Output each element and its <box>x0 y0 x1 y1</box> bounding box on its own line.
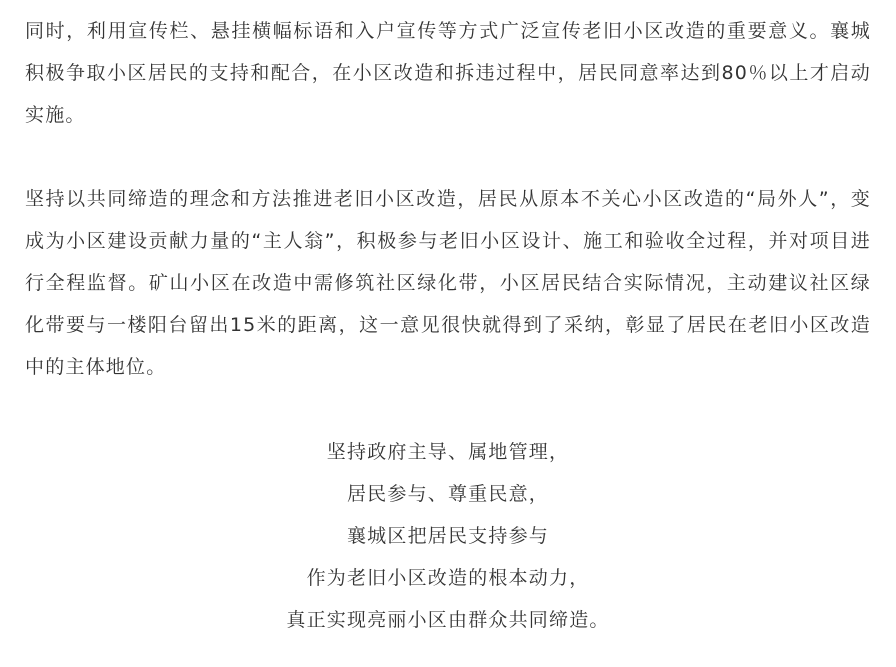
paragraph-co-creation: 坚持以共同缔造的理念和方法推进老旧小区改造，居民从原本不关心小区改造的“局外人”，变成为小区建设贡献力量的“主人翁”，积极参与老旧小区设计、施工和验收全过程，并对项目进行全程监督。矿山小区在改造中需修筑社区绿化带，小区居民结合实际情况，主动建议社区绿化带要与一楼阳台留出15米的距离，这一意见很快就得到了采纳，彰显了居民在老旧小区改造中的主体地位。 <box>25 188 871 378</box>
closing-verse <box>0 431 896 641</box>
closing-line-3: 襄城区把居民支持参与 <box>346 525 549 547</box>
closing-line-1: 坚持政府主导、属地管理， <box>326 441 570 463</box>
closing-line-2: 居民参与、尊重民意， <box>346 483 549 505</box>
closing-line-5: 真正实现亮丽小区由群众共同缔造。 <box>286 609 610 631</box>
closing-line-4: 作为老旧小区改造的根本动力， <box>306 567 590 589</box>
paragraph-publicity: 同时，利用宣传栏、悬挂横幅标语和入户宣传等方式广泛宣传老旧小区改造的重要意义。襄城积极争取小区居民的支持和配合，在小区改造和拆违过程中，居民同意率达到80％以上才启动实施。 <box>25 20 871 126</box>
